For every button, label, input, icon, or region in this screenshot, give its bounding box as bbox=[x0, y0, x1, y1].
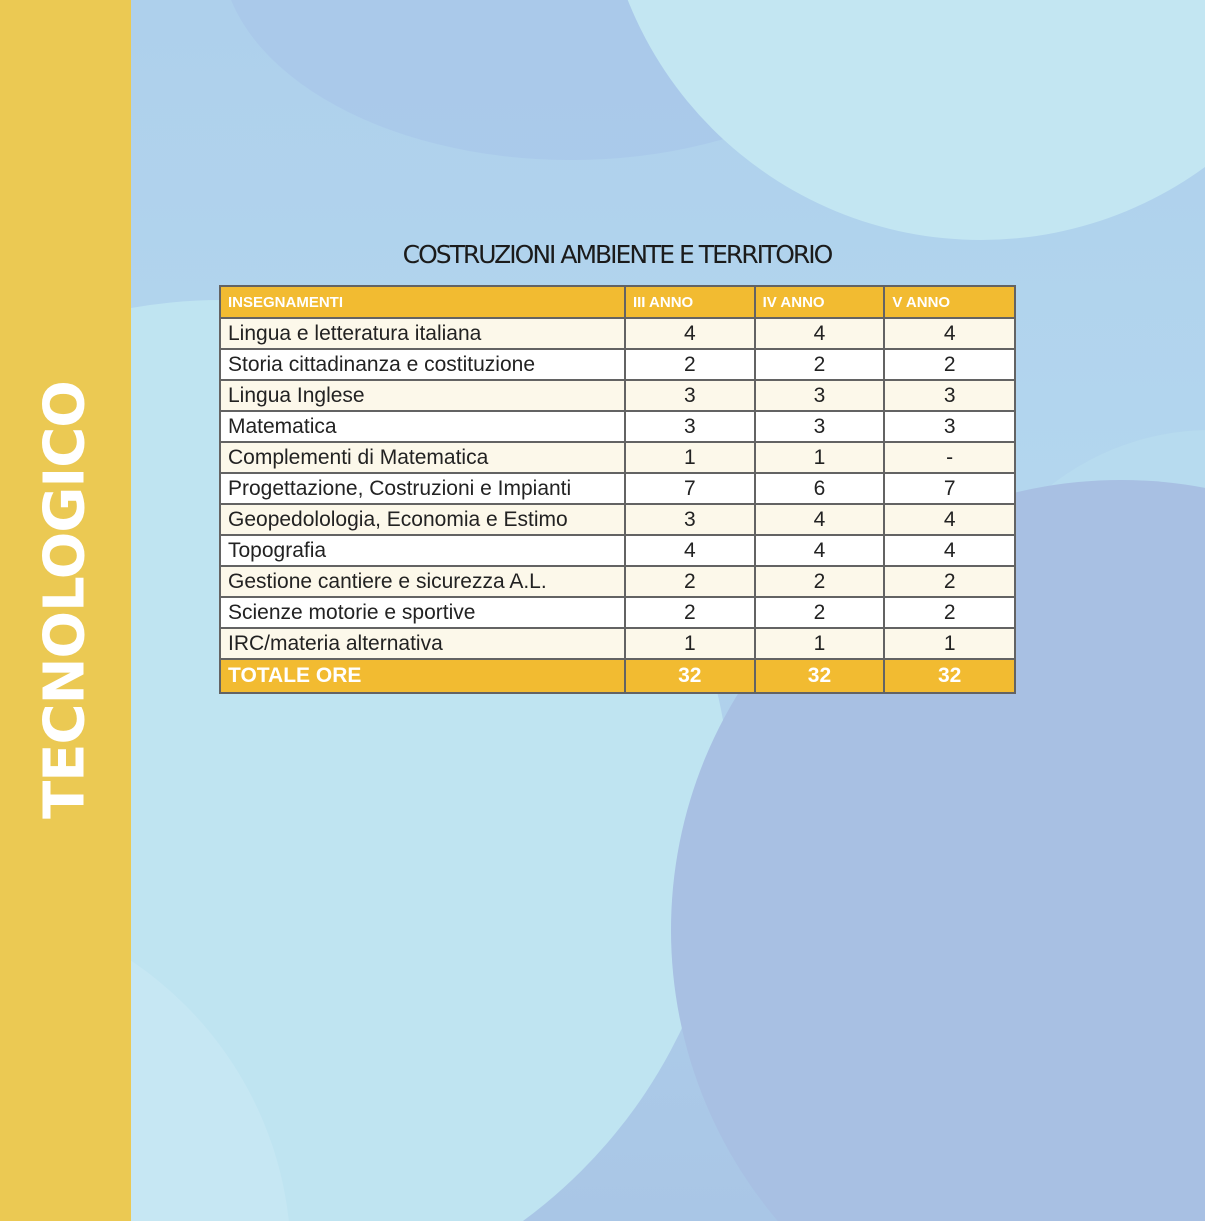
year-3-hours: 1 bbox=[625, 628, 755, 659]
year-4-hours: 4 bbox=[755, 535, 885, 566]
year-5-hours: 4 bbox=[884, 318, 1015, 349]
year-5-hours: 2 bbox=[884, 566, 1015, 597]
year-3-hours: 2 bbox=[625, 349, 755, 380]
year-4-hours: 3 bbox=[755, 380, 885, 411]
year-4-hours: 1 bbox=[755, 628, 885, 659]
page-title: COSTRUZIONI AMBIENTE E TERRITORIO bbox=[402, 240, 832, 269]
subject-cell: Gestione cantiere e sicurezza A.L. bbox=[220, 566, 625, 597]
year-3-hours: 4 bbox=[625, 535, 755, 566]
year-4-hours: 4 bbox=[755, 318, 885, 349]
subject-cell: Progettazione, Costruzioni e Impianti bbox=[220, 473, 625, 504]
subject-cell: Storia cittadinanza e costituzione bbox=[220, 349, 625, 380]
year-4-hours: 1 bbox=[755, 442, 885, 473]
year-3-hours: 2 bbox=[625, 597, 755, 628]
total-year-4: 32 bbox=[755, 659, 885, 693]
table-header-row bbox=[220, 286, 1015, 318]
year-5-hours: 4 bbox=[884, 504, 1015, 535]
column-header-year-4: IV ANNO bbox=[755, 286, 885, 318]
subject-cell: Complementi di Matematica bbox=[220, 442, 625, 473]
subject-cell: Topografia bbox=[220, 535, 625, 566]
table-row bbox=[220, 349, 1015, 380]
total-row bbox=[220, 659, 1015, 693]
year-4-hours: 3 bbox=[755, 411, 885, 442]
sidebar-label: TECNOLOGICO bbox=[32, 381, 98, 819]
year-4-hours: 2 bbox=[755, 566, 885, 597]
total-year-3: 32 bbox=[625, 659, 755, 693]
hours-table bbox=[219, 285, 1016, 694]
year-3-hours: 3 bbox=[625, 411, 755, 442]
table-row bbox=[220, 318, 1015, 349]
table-row bbox=[220, 628, 1015, 659]
subject-cell: Lingua Inglese bbox=[220, 380, 625, 411]
table-row bbox=[220, 535, 1015, 566]
year-4-hours: 2 bbox=[755, 349, 885, 380]
year-3-hours: 7 bbox=[625, 473, 755, 504]
year-4-hours: 6 bbox=[755, 473, 885, 504]
table-row bbox=[220, 473, 1015, 504]
year-5-hours: 3 bbox=[884, 411, 1015, 442]
total-year-5: 32 bbox=[884, 659, 1015, 693]
year-3-hours: 2 bbox=[625, 566, 755, 597]
table-row bbox=[220, 566, 1015, 597]
year-3-hours: 1 bbox=[625, 442, 755, 473]
table-row bbox=[220, 442, 1015, 473]
table-row bbox=[220, 504, 1015, 535]
column-header-year-3: III ANNO bbox=[625, 286, 755, 318]
column-header-subject: INSEGNAMENTI bbox=[220, 286, 625, 318]
sidebar bbox=[0, 0, 131, 1221]
table-row bbox=[220, 380, 1015, 411]
year-4-hours: 4 bbox=[755, 504, 885, 535]
subject-cell: IRC/materia alternativa bbox=[220, 628, 625, 659]
table-row bbox=[220, 597, 1015, 628]
subject-cell: Lingua e letteratura italiana bbox=[220, 318, 625, 349]
year-5-hours: 2 bbox=[884, 597, 1015, 628]
subject-cell: Matematica bbox=[220, 411, 625, 442]
column-header-year-5: V ANNO bbox=[884, 286, 1015, 318]
subject-cell: Geopedolologia, Economia e Estimo bbox=[220, 504, 625, 535]
year-5-hours: - bbox=[884, 442, 1015, 473]
year-5-hours: 2 bbox=[884, 349, 1015, 380]
table-row bbox=[220, 411, 1015, 442]
year-3-hours: 3 bbox=[625, 504, 755, 535]
subject-cell: Scienze motorie e sportive bbox=[220, 597, 625, 628]
year-5-hours: 3 bbox=[884, 380, 1015, 411]
year-3-hours: 3 bbox=[625, 380, 755, 411]
year-5-hours: 4 bbox=[884, 535, 1015, 566]
year-5-hours: 7 bbox=[884, 473, 1015, 504]
year-5-hours: 1 bbox=[884, 628, 1015, 659]
year-4-hours: 2 bbox=[755, 597, 885, 628]
year-3-hours: 4 bbox=[625, 318, 755, 349]
total-label: TOTALE ORE bbox=[220, 659, 625, 693]
